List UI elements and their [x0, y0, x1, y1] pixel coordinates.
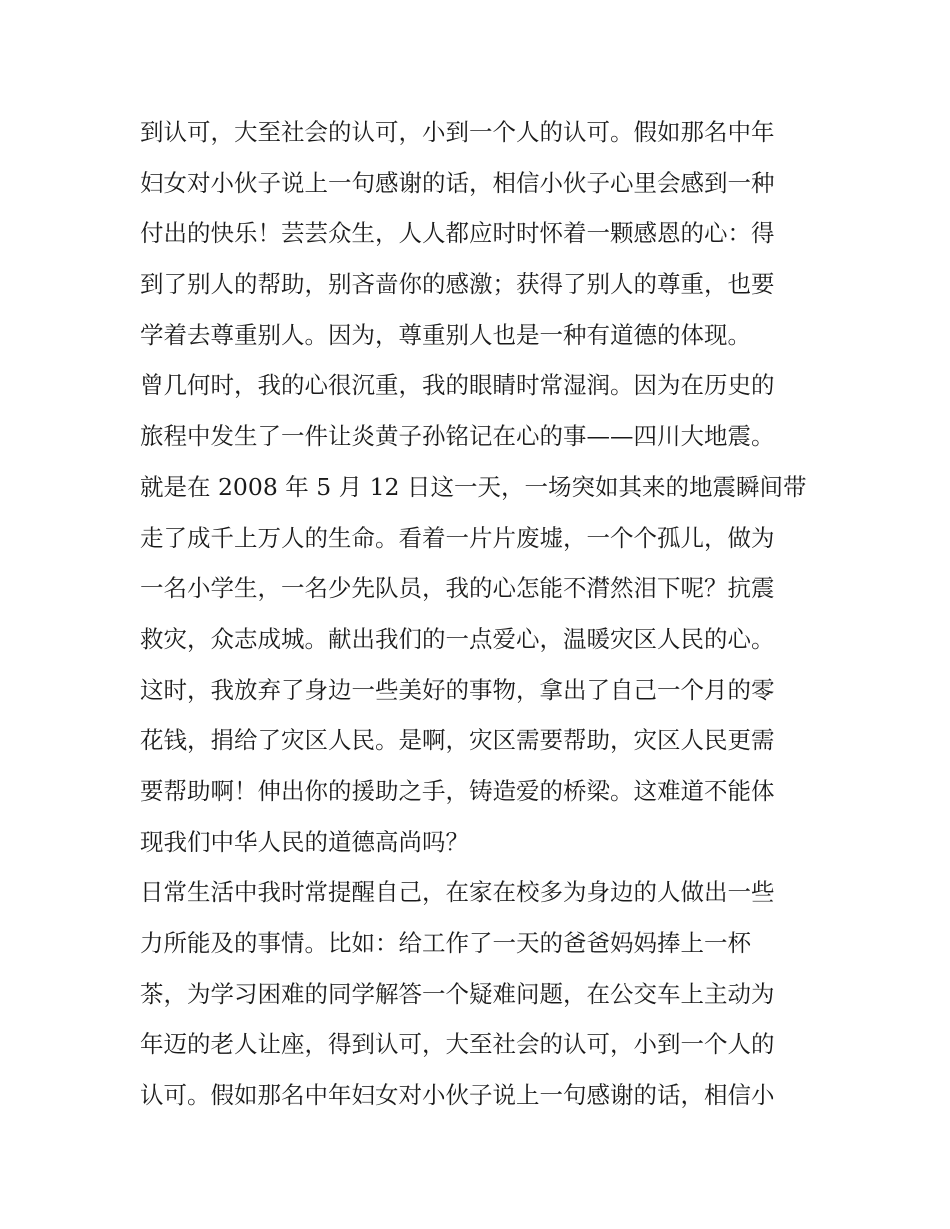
text-line: 走了成千上万人的生命。看着一片片废墟，一个个孤儿，做为 [140, 523, 775, 552]
text-line: 妇女对小伙子说上一句感谢的话，相信小伙子心里会感到一种 [140, 168, 775, 197]
text-line: 茶，为学习困难的同学解答一个疑难问题，在公交车上主动为 [140, 979, 775, 1008]
text-line: 现我们中华人民的道德高尚吗？ [140, 827, 469, 856]
text-line: 花钱，捐给了灾区人民。是啊，灾区需要帮助，灾区人民更需 [140, 726, 775, 755]
text-line: 认可。假如那名中年妇女对小伙子说上一句感谢的话，相信小 [140, 1081, 775, 1110]
text-line: 学着去尊重别人。因为，尊重别人也是一种有道德的体现。 [140, 320, 751, 349]
text-line: 到了别人的帮助，别吝啬你的感激；获得了别人的尊重，也要 [140, 270, 775, 299]
body-text [140, 107, 820, 1121]
text-line: 到认可，大至社会的认可，小到一个人的认可。假如那名中年 [140, 118, 775, 146]
text-line: 救灾，众志成城。献出我们的一点爱心，温暖灾区人民的心。 [140, 624, 775, 653]
text-line: 旅程中发生了一件让炎黄子孙铭记在心的事——四川大地震。 [140, 422, 775, 451]
text-line: 要帮助啊！伸出你的援助之手，铸造爱的桥梁。这难道不能体 [140, 776, 775, 805]
text-line: 力所能及的事情。比如：给工作了一天的爸爸妈妈捧上一杯 [140, 929, 751, 957]
text-line: 一名小学生，一名少先队员，我的心怎能不潸然泪下呢？抗震 [140, 574, 775, 603]
text-line: 曾几何时，我的心很沉重，我的眼睛时常湿润。因为在历史的 [140, 371, 775, 400]
text-line: 就是在 2008 年 5 月 12 日这一天，一场突如其来的地震瞬间带 [140, 472, 807, 501]
text-line: 日常生活中我时常提醒自己，在家在校多为身边的人做出一些 [140, 878, 775, 907]
text-line: 付出的快乐！芸芸众生，人人都应时时怀着一颗感恩的心：得 [140, 219, 775, 248]
text-line: 这时，我放弃了身边一些美好的事物，拿出了自己一个月的零 [140, 675, 775, 704]
text-line: 年迈的老人让座，得到认可，大至社会的认可，小到一个人的 [140, 1030, 775, 1059]
